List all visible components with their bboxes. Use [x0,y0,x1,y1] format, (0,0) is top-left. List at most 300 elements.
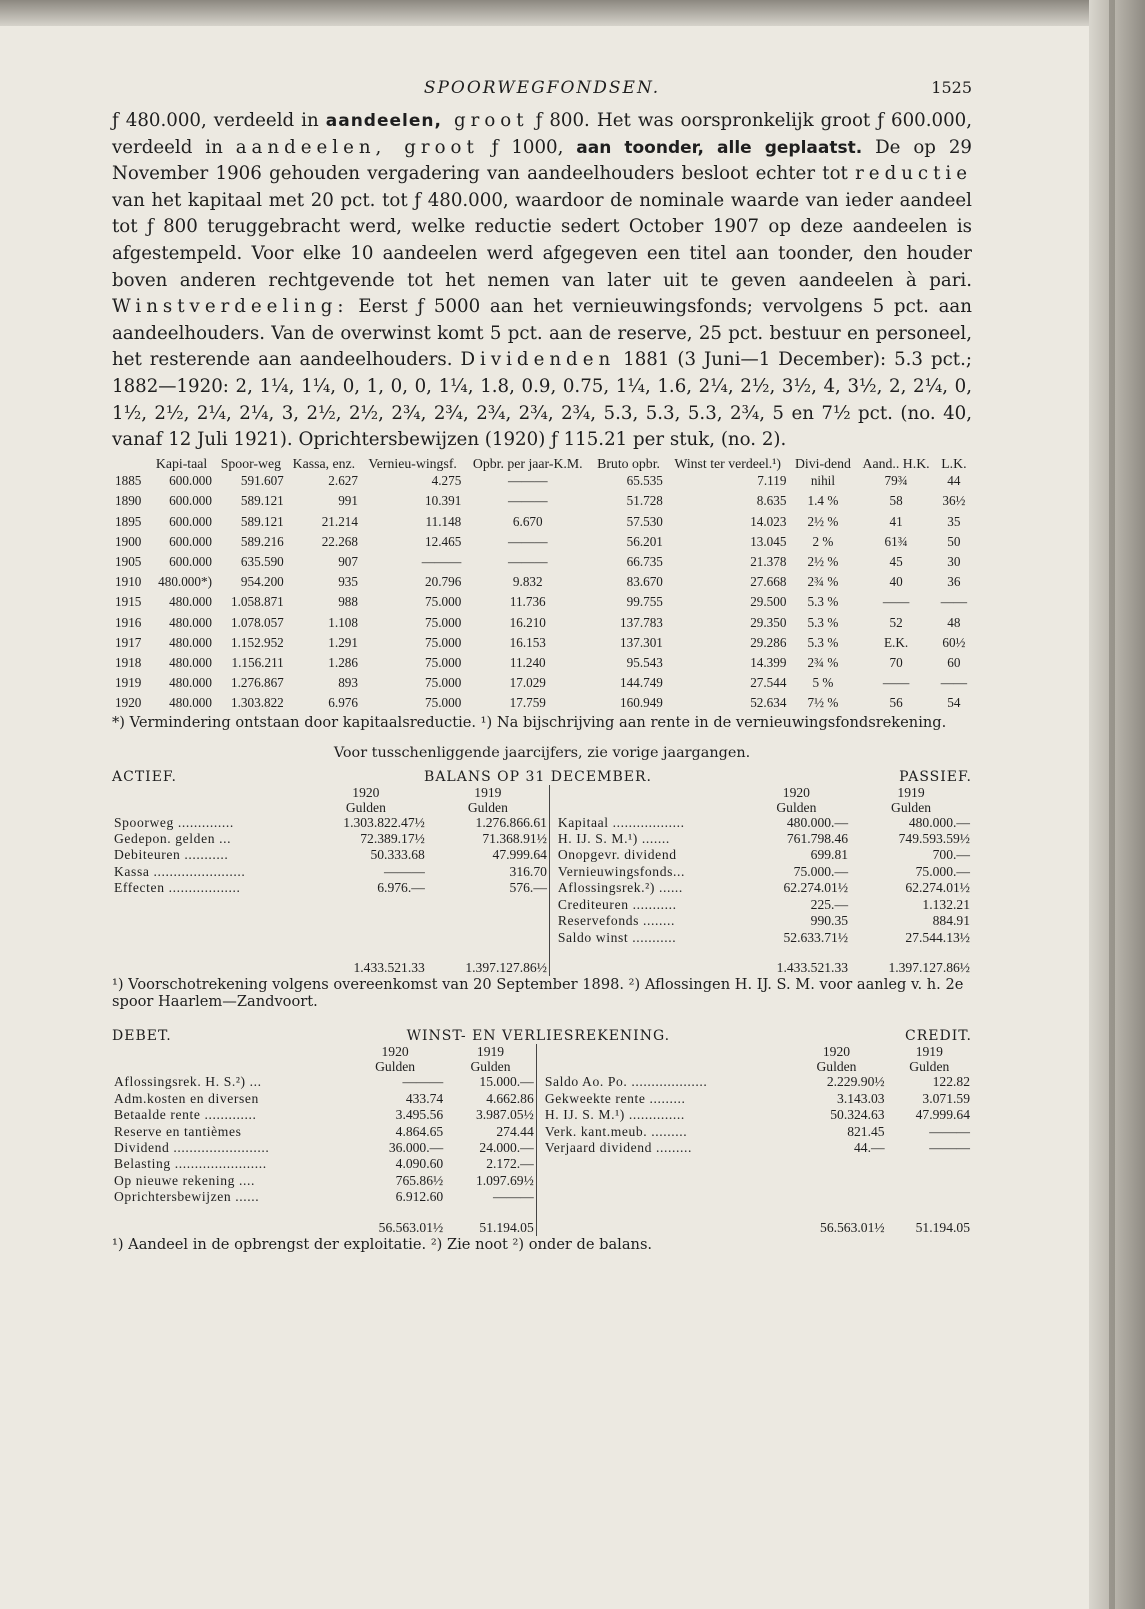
table-cell: —— [882,675,910,691]
table-cell: 635.590 [240,554,284,570]
year-cell: 1885 [115,473,142,489]
table-cell: 907 [338,554,358,570]
table-cell: 30 [947,554,961,570]
spacer [112,946,305,976]
year-cell: 1915 [115,594,142,610]
row-label: Saldo winst ........... [557,929,677,945]
table-row [112,864,972,880]
table-row [112,592,972,612]
spacer [786,1173,886,1189]
table-cell: 1.303.822 [231,695,284,711]
table-row [112,532,972,552]
year-cell: 1920 [115,695,142,711]
table-cell: 600.000 [169,554,212,570]
amount-cell: ——— [929,1139,970,1155]
amount-cell: 699.81 [810,847,849,863]
table-cell: 17.759 [509,695,546,711]
table-row [112,847,972,863]
table-row [112,633,972,653]
paragraph-text: Eerst ƒ 5000 aan het vernieuwingsfonds; vervolgens 5 pct. aan aandeelhouders. Van de overwinst komt 5 pct. aan de reserve, 25 pct. bestuur en personeel, het resterende aan aandeelhouders. [112,296,972,371]
amount-cell: 75.000.— [793,863,849,879]
table-cell: 56.201 [626,533,663,549]
table-cell: ——— [507,493,548,509]
paragraph-text: ƒ 480.000, verdeeld in [112,110,326,131]
spacer [556,800,743,815]
amount-cell: 4.090.60 [395,1156,444,1172]
table-cell: 2 % [812,533,834,549]
table-cell: 480.000*) [158,574,212,590]
total-value: 51.194.05 [915,1219,970,1235]
amount-cell: 761.798.46 [786,831,849,847]
table-cell: 1.156.211 [231,655,284,671]
table-cell: 954.200 [240,574,284,590]
column-divider [536,1107,543,1123]
table-cell: ——— [507,533,548,549]
table-row [112,1074,972,1090]
table-row [112,673,972,693]
table-row [112,572,972,592]
column-divider [536,1140,543,1156]
page-number: 1525 [931,78,972,97]
table-cell: 79¾ [884,473,908,489]
table-cell: ——— [421,554,462,570]
table-cell: 11.240 [509,655,546,671]
table-cell: ——— [507,473,548,489]
row-label: Saldo Ao. Po. ................... [544,1074,708,1090]
table-cell: 54 [947,695,961,711]
table-cell: 56 [889,695,903,711]
table-cell: 991 [338,493,358,509]
amount-cell: 3.143.03 [837,1090,885,1106]
spaced-text: groot [441,110,529,131]
amount-cell: 4.864.65 [395,1123,444,1139]
table-cell: 1.4 % [807,493,839,509]
year-heading: 1920 [381,1044,409,1060]
unit-heading: Gulden [909,1059,950,1075]
column-header: Opbr. per jaar-K.M. [472,455,583,471]
statistics-table-body [112,471,972,713]
row-label: Op nieuwe rekening .... [114,1172,256,1188]
unit-heading: Gulden [345,799,386,815]
table-cell: 60 [947,655,961,671]
table-cell: 40 [889,574,903,590]
table-cell: 11.148 [425,513,462,529]
amount-cell: ——— [384,863,425,879]
amount-cell: 44.— [854,1139,885,1155]
spacer [786,1189,886,1205]
table-cell: 600.000 [169,533,212,549]
table-cell: 480.000 [169,614,212,630]
note-previous-years: Voor tusschenliggende jaarcijfers, zie vorige jaargangen. [333,744,751,761]
column-header: Vernieu-wingsf. [368,455,457,471]
amount-cell: ——— [402,1074,444,1090]
unit-heading: Gulden [776,799,817,815]
table-cell: 2¾ % [807,574,839,590]
profit-loss-title: WINST- EN VERLIESREKENING. [406,1028,671,1045]
row-label: Onopgevr. dividend [557,847,677,863]
table-cell: 1.108 [328,614,358,630]
table-cell: 5.3 % [807,634,839,650]
column-divider [536,1059,543,1074]
table-cell: 22.268 [321,533,358,549]
table-cell: 589.121 [240,513,284,529]
table-cell: 70 [889,655,903,671]
spacer [543,1059,787,1074]
year-cell: 1905 [115,554,142,570]
amount-cell: 72.389.17½ [360,831,425,847]
table-cell: 83.670 [626,574,663,590]
table-cell: 600.000 [169,493,212,509]
table-cell: 75.000 [425,594,462,610]
table-cell: 48 [947,614,961,630]
row-label: Oprichtersbewijzen ...... [114,1189,260,1205]
table-cell: 95.543 [626,655,663,671]
spaced-text: Winstverdeeling: [112,296,349,318]
spaced-text: aandeelen, [235,136,387,158]
table-cell: 137.301 [620,634,663,650]
paragraph-text: ƒ 800. Het was oorspronkelijk groot ƒ 600.000, verdeeld in [112,110,972,158]
column-header [112,456,148,472]
table-row [112,831,972,847]
page-edge-shadow [0,0,1145,26]
table-row [112,913,972,929]
table-cell: 7.119 [757,473,787,489]
spacer [112,897,305,913]
paragraph-text: 1881 (3 Juni—1 December): 5.3 pct.; 1882—1920: 2, 1¼, 1¼, 0, 1, 0, 0, 1¼, 1.8, 0.9, 0.75, 1¼, 1.6, 2¼, 2½, 3½, 4, 3½, 2, 2¼, 0, 1½, 2½, 2¼, 2¼, 3, 2½, 2½, 2¾, 2¾, 2¾, 2¾, 2¾, 5.3, 5.3, 5.3, 2¾, 5 en 7½ pct. (no. 40, vanaf 12 Juli 1921). Oprichtersbewijzen (1920) ƒ 115.21 per stuk, (no. 2). [112,349,972,451]
column-divider [536,1091,543,1107]
total-value: 56.563.01½ [378,1219,444,1235]
table-cell: 600.000 [169,473,212,489]
column-header: Aand.. H.K. [862,455,930,471]
table-row [112,1107,972,1123]
statistics-table [112,456,972,714]
table-cell: 35 [947,513,961,529]
spacer [112,913,305,929]
table-cell: 2¾ % [807,655,839,671]
table-cell: nihil [810,473,836,489]
table-cell: 160.949 [620,695,663,711]
column-header: Winst ter verdeel.¹) [674,455,781,471]
table-cell: 11.736 [509,594,546,610]
table-cell: 50 [947,533,961,549]
table-cell: 6.976 [328,695,358,711]
spacer [543,1044,787,1059]
paragraph-text: ƒ 1000, [478,136,577,158]
amount-cell: 75.000.— [915,863,970,879]
amount-cell: 3.071.59 [922,1090,970,1106]
table-cell: 4.275 [431,473,462,489]
total-value: 1.397.127.86½ [888,959,970,975]
balance-footnote: ¹) Voorschotrekening volgens overeenkomst van 20 September 1898. ²) Aflossingen H. IJ. S. M. voor aanleg v. h. 2e spoor Haarlem—Zandvoort. [112,976,964,1011]
table-row [112,693,972,713]
table-cell: 6.670 [512,513,543,529]
spacer [305,930,427,946]
actief-label: ACTIEF. [112,768,177,785]
spacer [427,897,550,913]
amount-cell: 3.987.05½ [475,1107,534,1123]
document-page [112,78,972,1253]
table-cell: 5.3 % [807,614,839,630]
table-cell: 480.000 [169,655,212,671]
spaced-text: groot [386,136,479,158]
amount-cell: 576.— [509,880,547,896]
year-heading: 1919 [476,1044,505,1060]
amount-cell: 47.999.64 [492,847,547,863]
table-cell: 600.000 [169,513,212,529]
table-footnote: *) Vermindering ontstaan door kapitaalsreductie. ¹) Na bijschrijving aan rente in de vernieuwingsfondsrekening. [112,713,947,731]
spacer [887,1173,972,1189]
row-label: Gekweekte rente ......... [544,1090,686,1106]
row-label: Dividend ........................ [114,1139,270,1155]
amount-cell: 225.— [810,896,849,912]
table-cell: 14.399 [750,655,787,671]
table-cell: 5.3 % [807,594,839,610]
amount-cell: 480.000.— [786,814,849,830]
table-cell: 1.291 [328,634,358,650]
amount-cell: 24.000.— [479,1139,534,1155]
amount-cell: 52.633.71½ [783,929,849,945]
table-cell: 1.286 [328,655,358,671]
year-cell: 1918 [115,655,142,671]
amount-cell: 6.976.— [377,880,425,896]
spacer [427,913,550,929]
table-cell: 20.796 [425,574,462,590]
table-cell: 45 [889,554,903,570]
table-row [112,653,972,673]
year-cell: 1916 [115,614,142,630]
table-cell: 14.023 [750,513,787,529]
row-label: H. IJ. S. M.¹) .............. [544,1107,685,1123]
spacer [556,785,743,800]
table-cell: 75.000 [425,614,462,630]
row-label: Spoorweg .............. [114,814,234,830]
table-cell: 16.210 [509,614,546,630]
row-label: H. IJ. S. M.¹) ....... [557,831,670,847]
table-cell: 21.378 [750,554,787,570]
row-label: Kapitaal .................. [557,814,685,830]
table-cell: 52.634 [750,695,787,711]
table-cell: 9.832 [512,574,543,590]
column-header: Bruto opbr. [597,455,660,471]
table-row [112,1091,972,1107]
spacer [305,913,427,929]
paragraph-text: van het kapitaal met 20 pct. tot ƒ 480.000, waardoor de nominale waarde van ieder aandeel tot ƒ 800 teruggebracht werd, welke reductie sedert October 1907 op deze aandeelen is afgestempeld. Voor elke 10 aandeelen werd afgegeven een titel aan toonder, den houder boven anderen rechtgevende tot het nemen van later uit te geven aandeelen à pari. [112,189,972,291]
amount-cell: 480.000.— [908,814,970,830]
spacer [543,1173,787,1189]
unit-heading: Gulden [375,1059,416,1075]
column-divider [536,1124,543,1140]
table-cell: 480.000 [169,675,212,691]
spacer [112,785,305,800]
table-cell: 7½ % [807,695,839,711]
column-header: Divi-dend [794,455,851,471]
amount-cell: 821.45 [847,1123,885,1139]
year-heading: 1919 [897,784,925,800]
total-value: 1.433.521.33 [353,959,425,975]
table-cell: 36 [947,574,961,590]
amount-cell: 62.274.01½ [783,880,849,896]
spacer [112,930,305,946]
table-cell: 480.000 [169,594,212,610]
spaced-text: Dividenden [460,349,616,371]
column-header: Kassa, enz. [292,455,356,471]
debet-label: DEBET. [112,1028,172,1045]
spacer [543,1206,787,1236]
table-cell: 8.635 [756,493,787,509]
table-row [112,613,972,633]
balance-sheet-rows [112,815,972,946]
table-cell: 75.000 [425,675,462,691]
table-cell: 1.078.057 [231,614,284,630]
table-cell: 60½ [942,634,966,650]
row-label: Debiteuren ........... [114,847,229,863]
table-cell: 65.535 [626,473,663,489]
unit-heading: Gulden [467,799,508,815]
spacer [556,946,743,976]
table-cell: 5 % [812,675,834,691]
column-divider [536,1156,543,1172]
amount-cell: 50.324.63 [830,1107,885,1123]
amount-cell: 990.35 [810,913,849,929]
balance-sheet-title: BALANS OP 31 DECEMBER. [424,768,652,785]
column-header: Kapi-taal [155,455,208,471]
total-value: 1.433.521.33 [776,959,849,975]
row-label: Crediteuren ........... [557,896,677,912]
table-cell: 75.000 [425,695,462,711]
table-row [112,815,972,831]
profit-loss-header [112,1028,972,1044]
table-row [112,491,972,511]
total-value: 1.397.127.86½ [465,959,547,975]
spacer [887,1189,972,1205]
table-row [112,1140,972,1156]
table-cell: 17.029 [509,675,546,691]
table-cell: —— [940,594,968,610]
year-heading: 1920 [822,1044,851,1060]
running-title: SPOORWEGFONDSEN. [423,78,661,98]
amount-cell: 765.86½ [395,1172,444,1188]
column-header: Spoor-weg [220,455,282,471]
table-cell: 137.783 [620,614,663,630]
year-heading: 1920 [782,784,810,800]
amount-cell: 1.276.866.61 [475,814,547,830]
row-label: Aflossingsrek. H. S.²) ... [114,1074,262,1090]
row-label: Effecten .................. [114,880,241,896]
table-row [112,552,972,572]
amount-cell: 2.172.— [486,1156,534,1172]
table-cell: 75.000 [425,655,462,671]
amount-cell: 2.229.90½ [826,1074,885,1090]
profit-loss-footnote: ¹) Aandeel in de opbrengst der exploitatie. ²) Zie noot ²) onder de balans. [112,1235,653,1253]
table-row [112,471,972,491]
year-cell: 1890 [115,493,142,509]
amount-cell: 1.132.21 [922,896,970,912]
table-cell: 1.276.867 [231,675,284,691]
table-cell: 12.465 [425,533,462,549]
table-cell: 935 [338,574,358,590]
table-cell: 44 [947,473,961,489]
row-label: Gedepon. gelden ... [114,831,232,847]
table-cell: 57.530 [626,513,663,529]
row-label: Verk. kant.meub. ......... [544,1123,688,1139]
running-header [112,78,972,108]
year-cell: 1900 [115,533,142,549]
row-label: Adm.kosten en diversen [114,1090,259,1106]
credit-label: CREDIT. [905,1028,972,1045]
spaced-text: reductie [855,163,972,185]
amount-cell: 1.097.69½ [475,1172,534,1188]
table-cell: 1.058.871 [231,594,284,610]
table-row [112,880,972,896]
profit-loss-table [112,1044,972,1236]
book-edge [1089,0,1145,1609]
balance-sheet-header [112,769,972,785]
table-cell: 27.544 [750,675,787,691]
table-row [112,930,972,946]
spacer [543,1156,787,1172]
spacer [112,1206,345,1236]
amount-cell: 62.274.01½ [905,880,970,896]
amount-cell: 6.912.60 [395,1189,444,1205]
table-cell: 36½ [942,493,966,509]
table-cell: 29.500 [750,594,787,610]
table-cell: —— [882,594,910,610]
table-cell: 52 [889,614,903,630]
profit-loss-rows [112,1074,972,1205]
amount-cell: 4.662.86 [486,1090,534,1106]
table-cell: 21.214 [321,513,358,529]
amount-cell: 316.70 [509,863,547,879]
total-value: 51.194.05 [479,1219,534,1235]
table-row [112,897,972,913]
table-cell: 2.627 [328,473,358,489]
row-label: Belasting ....................... [114,1156,267,1172]
balance-sheet-table [112,785,972,977]
row-label: Verjaard dividend ......... [544,1139,693,1155]
table-cell: E.K. [883,634,909,650]
table-cell: 29.350 [750,614,787,630]
amount-cell: ——— [492,1189,534,1205]
table-cell: 1.152.952 [231,634,284,650]
amount-cell: 433.74 [405,1090,444,1106]
table-cell: 61¾ [884,533,908,549]
spacer [786,1156,886,1172]
passief-label: PASSIEF. [899,768,972,785]
table-cell: 66.735 [626,554,663,570]
spacer [112,1059,345,1074]
column-divider [536,1173,543,1189]
row-label: Betaalde rente ............. [114,1107,257,1123]
amount-cell: 15.000.— [479,1074,534,1090]
spacer [887,1156,972,1172]
year-cell: 1917 [115,634,142,650]
column-divider [536,1074,543,1090]
year-heading: 1919 [474,784,502,800]
row-label: Reservefonds ........ [557,913,676,929]
amount-cell: 47.999.64 [915,1107,970,1123]
row-label: Reserve en tantièmes [114,1123,242,1139]
unit-heading: Gulden [891,799,932,815]
table-cell: 29.286 [750,634,787,650]
year-cell: 1910 [115,574,142,590]
year-cell: 1919 [115,675,142,691]
description-paragraph [112,108,972,454]
row-label: Kassa ....................... [114,863,246,879]
table-row [112,1189,972,1205]
table-cell: 144.749 [620,675,663,691]
table-cell: 13.045 [750,533,787,549]
table-cell: 99.755 [626,594,663,610]
